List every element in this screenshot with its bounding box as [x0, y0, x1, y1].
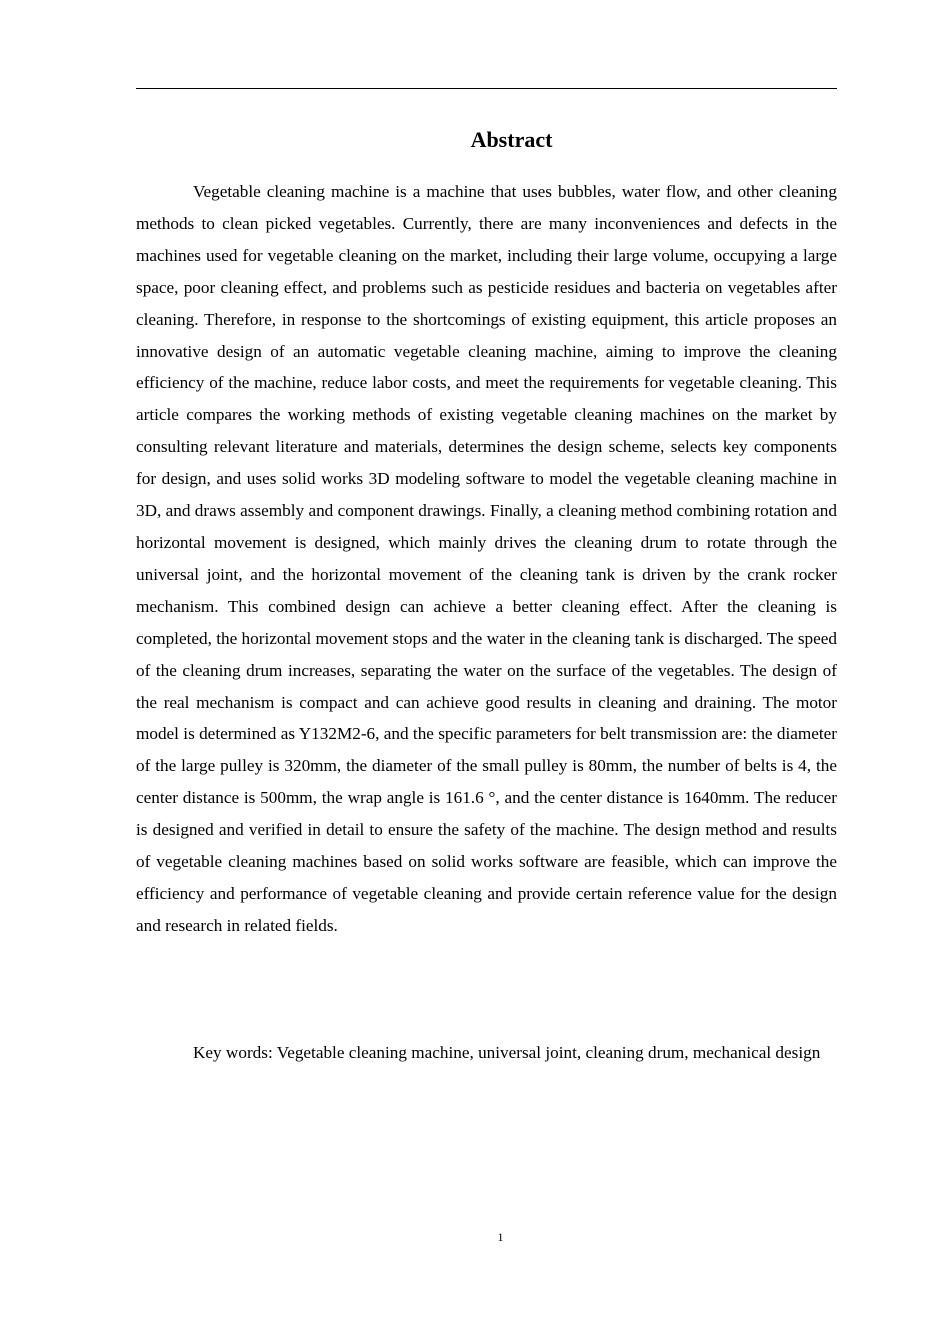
header-rule	[136, 88, 837, 89]
page-number: 1	[497, 1230, 504, 1244]
keywords-paragraph: Key words: Vegetable cleaning machine, universal joint, cleaning drum, mechanical design	[193, 1043, 821, 1062]
abstract-body: Vegetable cleaning machine is a machine that uses bubbles, water flow, and other cleaning methods to clean picked vegetables. Currently, there are many inconveniences and defects in the machines used for vegetable cleaning on the market, including their large volume, occupying a large space, poor cleaning effect, and problems such as pesticide residues and bacteria on vegetables after cleaning. Therefore, in response to the shortcomings of existing equipment, this article proposes an innovative design of an automatic vegetable cleaning machine, aiming to improve the cleaning efficiency of the machine, reduce labor costs, and meet the requirements for vegetable cleaning. This article compares the working methods of existing vegetable cleaning machines on the market by consulting relevant literature and materials, determines the design scheme, selects key components for design, and uses solid works 3D modeling software to model the vegetable cleaning machine in 3D, and draws assembly and component drawings. Finally, a cleaning method combining rotation and horizontal movement is designed, which mainly drives the cleaning drum to rotate through the universal joint, and the horizontal movement of the cleaning tank is driven by the crank rocker mechanism. This combined design can achieve a better cleaning effect. After the cleaning is completed, the horizontal movement stops and the water in the cleaning tank is discharged. The speed of the cleaning drum increases, separating the water on the surface of the vegetables. The design of the real mechanism is compact and can achieve good results in cleaning and draining. The motor model is determined as Y132M2-6, and the specific parameters for belt transmission are: the diameter of the large pulley is 320mm, the diameter of the small pulley is 80mm, the number of belts is 4, the center distance is 500mm, the wrap angle is 161.6 °, and the center distance is 1640mm. The reducer is designed and verified in detail to ensure the safety of the machine. The design method and results of vegetable cleaning machines based on solid works software are feasible, which can improve the efficiency and performance of vegetable cleaning and provide certain reference value for the design and research in related fields.	[136, 182, 837, 935]
abstract-title: Abstract	[470, 127, 553, 152]
